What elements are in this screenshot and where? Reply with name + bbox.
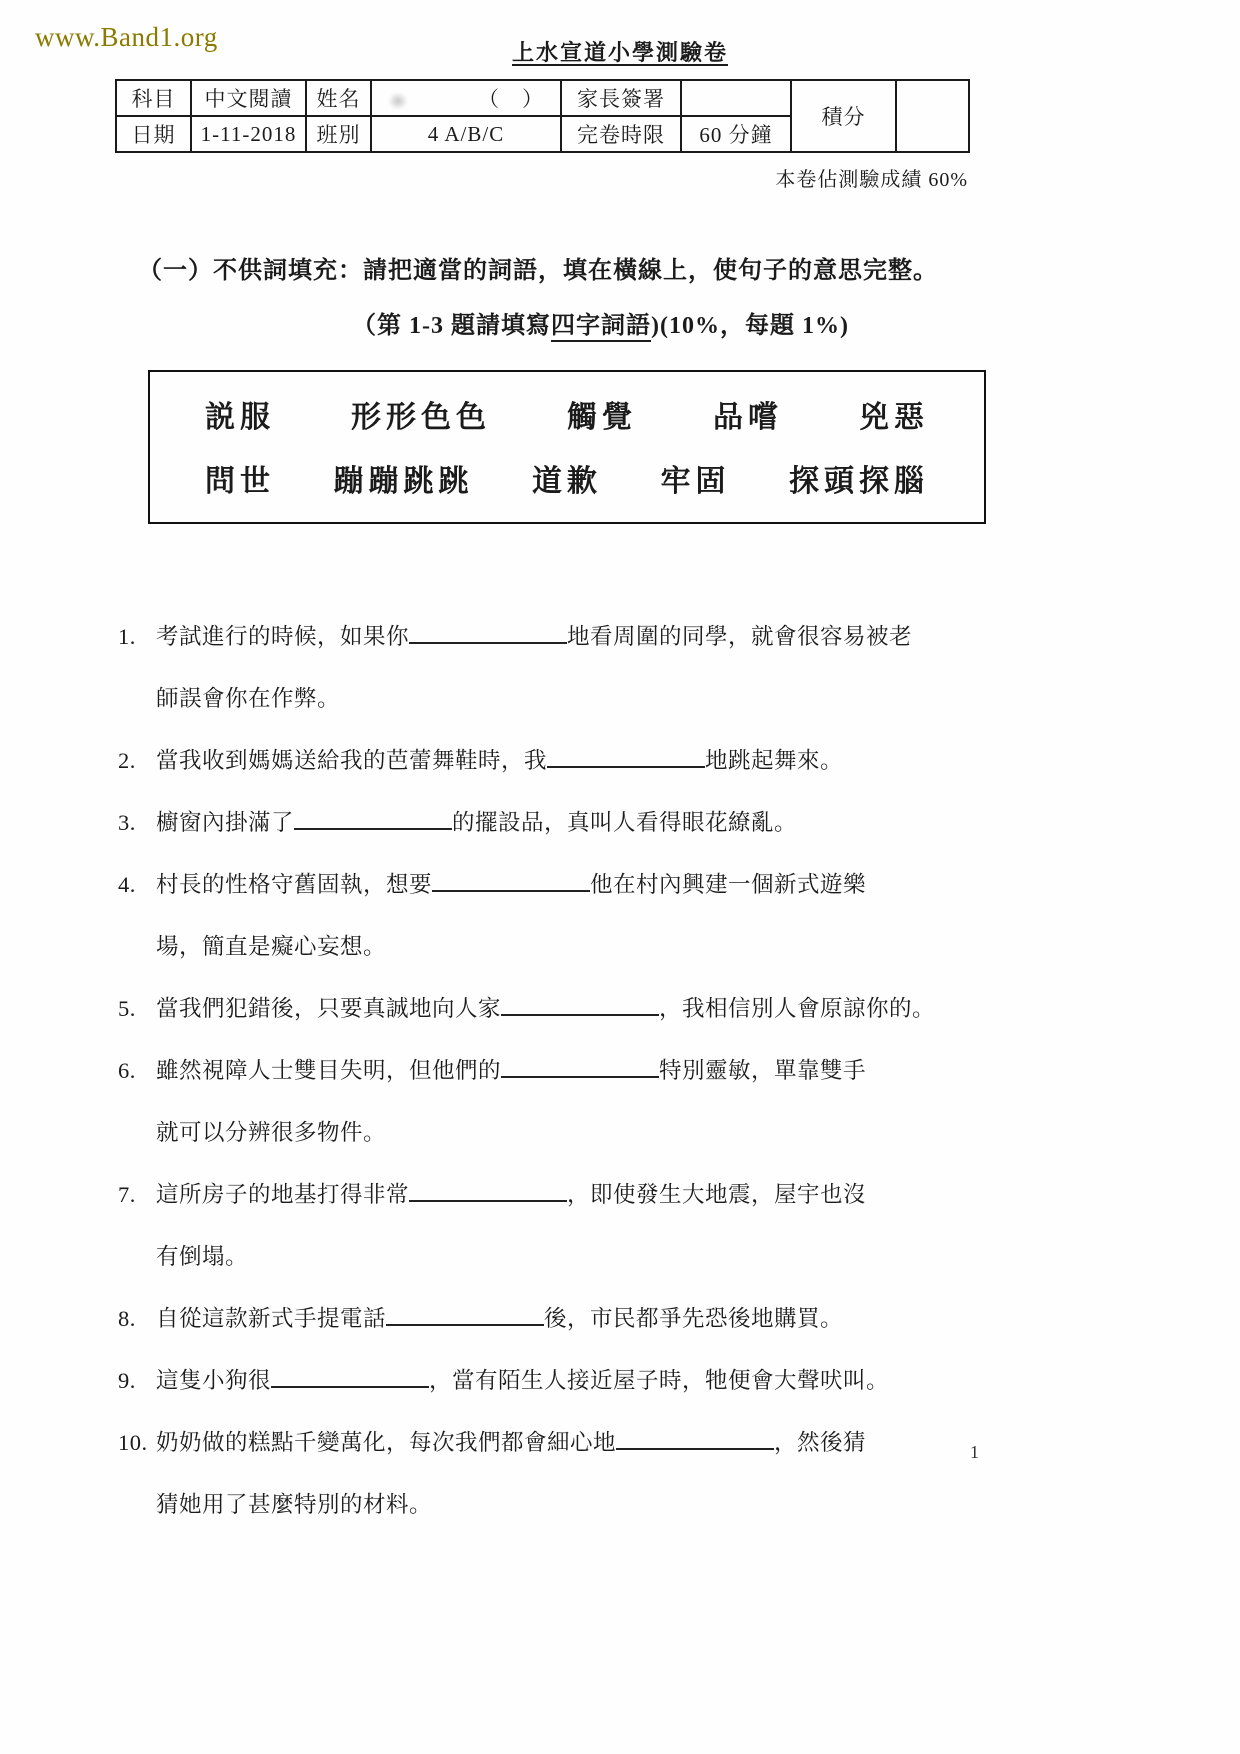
subinstruction-suffix: )(10%，每題 1%) — [651, 313, 849, 339]
section-one-instruction: （一）不供詞填充：請把適當的詞語，填在橫線上，使句子的意思完整。 — [138, 258, 938, 284]
score-field[interactable] — [896, 80, 969, 152]
word-bank-row — [205, 392, 929, 436]
word-bank-item: 兇惡 — [859, 401, 929, 434]
question-text-post: ，即使發生大地震，屋宇也沒 — [567, 1182, 867, 1207]
question-item — [118, 1164, 1018, 1288]
question-item — [118, 854, 1018, 978]
question-number: 9. — [118, 1368, 136, 1393]
question-text-post: 的擺設品，真叫人看得眼花繚亂。 — [452, 810, 798, 835]
word-bank-item: 牢固 — [660, 465, 731, 498]
word-bank-item: 觸覺 — [567, 401, 637, 434]
fill-in-blank[interactable] — [432, 890, 590, 892]
question-text-pre: 奶奶做的糕點千變萬化，每次我們都會細心地 — [156, 1430, 617, 1455]
question-text-post: ，當有陌生人接近屋子時，牠便會大聲吠叫。 — [429, 1368, 890, 1393]
question-number: 6. — [118, 1058, 136, 1083]
fill-in-blank[interactable] — [409, 1200, 567, 1202]
word-bank-item: 品嚐 — [713, 401, 783, 434]
question-item — [118, 730, 1018, 792]
fill-in-blank[interactable] — [386, 1324, 544, 1326]
page-number: 1 — [970, 1442, 979, 1462]
question-text-continuation: 就可以分辨很多物件。 — [156, 1120, 387, 1145]
question-number: 7. — [118, 1182, 136, 1207]
fill-in-blank[interactable] — [294, 828, 452, 830]
word-bank-item: 蹦蹦跳跳 — [333, 465, 474, 498]
fill-in-blank[interactable] — [271, 1386, 429, 1388]
subinstruction-underlined-term: 四字詞語 — [551, 313, 651, 342]
name-value: （ ） — [478, 87, 544, 111]
fill-in-blank[interactable] — [501, 1076, 659, 1078]
date-label: 日期 — [116, 116, 191, 152]
section-one-subinstruction — [352, 305, 1240, 340]
class-value: 4 A/B/C — [371, 116, 561, 152]
question-item — [118, 1288, 1018, 1350]
name-label: 姓名 — [306, 80, 371, 116]
time-limit-value: 60 分鐘 — [681, 116, 791, 152]
question-text-pre: 村長的性格守舊固執，想要 — [156, 872, 433, 897]
subinstruction-prefix: （第 1-3 題請填寫 — [352, 313, 551, 339]
word-bank-row — [205, 456, 929, 500]
question-text-post: 地跳起舞來。 — [705, 748, 844, 773]
header-info-table — [115, 79, 970, 153]
watermark-url: www.Band1.org — [35, 22, 218, 52]
subject-value: 中文閱讀 — [191, 80, 306, 116]
question-text-post: 他在村內興建一個新式遊樂 — [590, 872, 867, 897]
word-bank-item: 説服 — [205, 401, 275, 434]
question-text-pre: 雖然視障人士雙目失明，但他們的 — [156, 1058, 502, 1083]
word-bank-item: 道歉 — [532, 465, 602, 498]
question-text-pre: 當我收到媽媽送給我的芭蕾舞鞋時，我 — [156, 748, 548, 773]
word-bank-item: 問世 — [205, 465, 275, 498]
class-label: 班別 — [306, 116, 371, 152]
page-title: 上水宣道小學測驗卷 — [511, 40, 728, 65]
question-item — [118, 978, 1018, 1040]
question-text-post: 特別靈敏，單靠雙手 — [659, 1058, 867, 1083]
question-number: 10. — [118, 1430, 148, 1455]
question-text-continuation: 師誤會你在作弊。 — [156, 686, 341, 711]
faint-pencil-mark — [388, 92, 408, 110]
question-number: 8. — [118, 1306, 136, 1331]
question-item — [118, 1412, 1018, 1536]
question-number: 1. — [118, 624, 136, 649]
question-number: 5. — [118, 996, 136, 1021]
question-number: 4. — [118, 872, 136, 897]
question-number: 2. — [118, 748, 136, 773]
time-limit-label: 完卷時限 — [561, 116, 681, 152]
question-item — [118, 1350, 1018, 1412]
word-bank-item: 探頭探腦 — [789, 465, 929, 498]
question-text-post: ，我相信別人會原諒你的。 — [659, 996, 936, 1021]
question-item — [118, 1040, 1018, 1164]
question-text-pre: 自從這款新式手提電話 — [156, 1306, 387, 1331]
question-text-post: 地看周圍的同學，就會很容易被老 — [567, 624, 913, 649]
score-label: 積分 — [791, 80, 896, 152]
question-text-pre: 考試進行的時候，如果你 — [156, 624, 410, 649]
word-bank-box — [148, 370, 986, 524]
word-bank-item: 形形色色 — [351, 401, 491, 434]
question-text-post: ，然後猜 — [774, 1430, 867, 1455]
question-item — [118, 792, 1018, 854]
weight-note: 本卷佔測驗成績 60% — [775, 169, 968, 191]
subject-label: 科目 — [116, 80, 191, 116]
question-list — [118, 606, 1018, 1536]
fill-in-blank[interactable] — [547, 766, 705, 768]
question-text-pre: 櫥窗內掛滿了 — [156, 810, 295, 835]
name-field[interactable] — [371, 80, 561, 116]
question-item — [118, 606, 1018, 730]
parent-sign-label: 家長簽署 — [561, 80, 681, 116]
question-number: 3. — [118, 810, 136, 835]
question-text-post: 後，市民都爭先恐後地購買。 — [544, 1306, 844, 1331]
question-text-continuation: 有倒塌。 — [156, 1244, 249, 1269]
question-text-continuation: 場，簡直是癡心妄想。 — [156, 934, 387, 959]
question-text-pre: 當我們犯錯後，只要真誠地向人家 — [156, 996, 502, 1021]
fill-in-blank[interactable] — [409, 642, 567, 644]
parent-sign-field[interactable] — [681, 80, 791, 116]
question-text-continuation: 猜她用了甚麼特別的材料。 — [156, 1492, 433, 1517]
question-text-pre: 這隻小狗很 — [156, 1368, 272, 1393]
question-text-pre: 這所房子的地基打得非常 — [156, 1182, 410, 1207]
fill-in-blank[interactable] — [616, 1448, 774, 1450]
fill-in-blank[interactable] — [501, 1014, 659, 1016]
date-value: 1-11-2018 — [191, 116, 306, 152]
